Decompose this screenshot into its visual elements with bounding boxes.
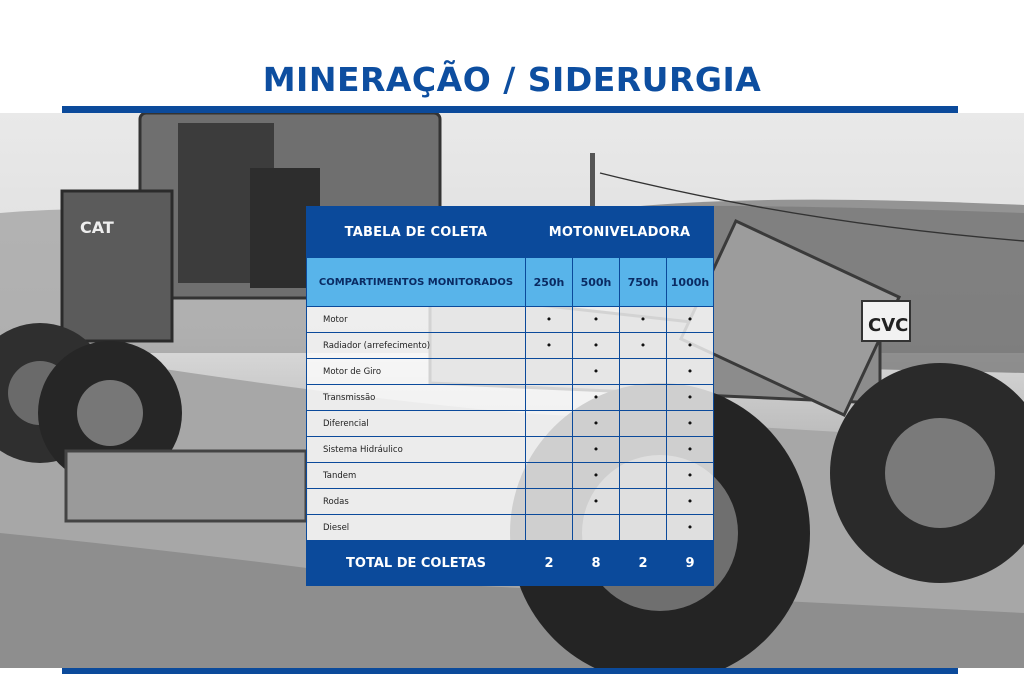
empty-cell <box>526 515 573 541</box>
empty-cell <box>620 359 667 385</box>
table-row <box>307 411 714 437</box>
empty-cell <box>620 411 667 437</box>
total-label: TOTAL DE COLETAS <box>307 541 526 586</box>
collection-mark: • <box>667 463 714 489</box>
collection-mark: • <box>620 307 667 333</box>
compartment-name: Transmissão <box>307 385 526 411</box>
compartment-name: Rodas <box>307 489 526 515</box>
collection-mark: • <box>573 359 620 385</box>
table-row <box>307 333 714 359</box>
compartment-name: Diesel <box>307 515 526 541</box>
collection-mark: • <box>573 437 620 463</box>
header-interval: 250h <box>526 258 573 307</box>
collection-mark: • <box>667 411 714 437</box>
collection-mark: • <box>573 489 620 515</box>
header-collection-table: TABELA DE COLETA <box>307 207 526 258</box>
sticker-text: CVC <box>868 315 909 336</box>
collection-mark: • <box>526 333 573 359</box>
collection-table <box>306 206 714 586</box>
collection-mark: • <box>667 489 714 515</box>
compartment-name: Radiador (arrefecimento) <box>307 333 526 359</box>
compartment-name: Diferencial <box>307 411 526 437</box>
empty-cell <box>620 489 667 515</box>
collection-mark: • <box>667 515 714 541</box>
collection-mark: • <box>573 333 620 359</box>
compartment-name: Motor de Giro <box>307 359 526 385</box>
collection-mark: • <box>526 307 573 333</box>
table-row <box>307 489 714 515</box>
table-row <box>307 463 714 489</box>
total-value: 2 <box>526 541 573 586</box>
title-underline <box>62 106 958 113</box>
compartment-name: Sistema Hidráulico <box>307 437 526 463</box>
header-compartments: COMPARTIMENTOS MONITORADOS <box>307 258 526 307</box>
collection-mark: • <box>573 307 620 333</box>
collection-mark: • <box>620 333 667 359</box>
compartment-name: Tandem <box>307 463 526 489</box>
compartment-name: Motor <box>307 307 526 333</box>
collection-mark: • <box>667 359 714 385</box>
collection-mark: • <box>667 333 714 359</box>
empty-cell <box>620 385 667 411</box>
bottom-rule <box>62 668 958 674</box>
table-row <box>307 359 714 385</box>
empty-cell <box>526 385 573 411</box>
collection-mark: • <box>667 385 714 411</box>
header-interval: 750h <box>620 258 667 307</box>
empty-cell <box>526 359 573 385</box>
total-value: 9 <box>667 541 714 586</box>
empty-cell <box>526 489 573 515</box>
header-interval: 500h <box>573 258 620 307</box>
empty-cell <box>620 515 667 541</box>
collection-mark: • <box>667 307 714 333</box>
table-row <box>307 437 714 463</box>
total-value: 8 <box>573 541 620 586</box>
empty-cell <box>526 411 573 437</box>
collection-mark: • <box>667 437 714 463</box>
empty-cell <box>573 515 620 541</box>
header-interval: 1000h <box>667 258 714 307</box>
table-row <box>307 385 714 411</box>
brand-text: CAT <box>80 218 114 237</box>
empty-cell <box>620 463 667 489</box>
empty-cell <box>526 437 573 463</box>
empty-cell <box>526 463 573 489</box>
header-machine: MOTONIVELADORA <box>526 207 714 258</box>
page-title: MINERAÇÃO / SIDERURGIA <box>262 60 762 99</box>
collection-mark: • <box>573 463 620 489</box>
table-row <box>307 307 714 333</box>
collection-mark: • <box>573 411 620 437</box>
collection-mark: • <box>573 385 620 411</box>
table-row <box>307 515 714 541</box>
total-value: 2 <box>620 541 667 586</box>
empty-cell <box>620 437 667 463</box>
